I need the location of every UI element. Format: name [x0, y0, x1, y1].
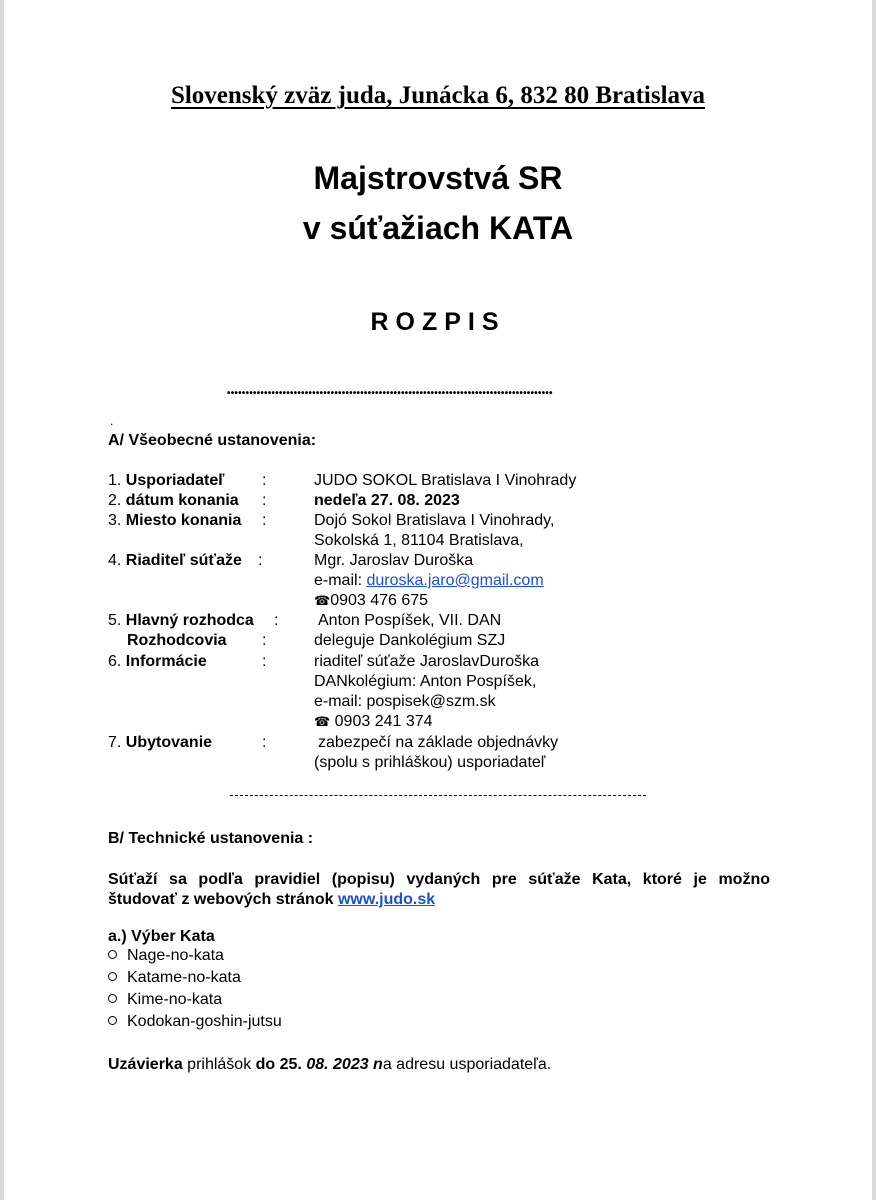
- item-referees: Rozhodcovia :: [127, 632, 267, 649]
- item-director: 4. Riaditeľ súťaže :: [108, 552, 263, 569]
- information-line2: DANkolégium: Anton Pospíšek,: [314, 673, 537, 690]
- head-referee-value: Anton Pospíšek, VII. DAN: [318, 612, 502, 629]
- referees-value: deleguje Dankolégium SZJ: [314, 632, 506, 649]
- accommodation-line1: zabezpečí na základe objednávky: [318, 734, 559, 751]
- list-item: Katame-no-kata: [108, 969, 241, 987]
- bullet-circle-icon: [108, 972, 117, 981]
- list-item: Nage-no-kata: [108, 947, 224, 965]
- accommodation-line2: (spolu s prihláškou) usporiadateľ: [314, 754, 546, 771]
- dashed-separator: [230, 795, 646, 796]
- item-head-referee: 5. Hlavný rozhodca :: [108, 612, 279, 629]
- director-email: e-mail: duroska.jaro@gmail.com: [314, 572, 544, 589]
- organization-header: Slovenský zväz juda, Junácka 6, 832 80 Bratislava: [170, 82, 706, 109]
- director-name: Mgr. Jaroslav Duroška: [314, 552, 474, 569]
- venue-value-line2: Sokolská 1, 81104 Bratislava,: [314, 532, 524, 549]
- rules-paragraph: Súťaží sa podľa pravidiel (popisu) vydaných pre súťaže Kata, ktoré je možno študovať z webových stránok www.judo.sk: [108, 871, 770, 908]
- bullet-circle-icon: [108, 950, 117, 959]
- date-value: nedeľa 27. 08. 2023: [314, 492, 460, 509]
- section-a-heading: A/ Všeobecné ustanovenia:: [108, 432, 317, 449]
- information-phone: ☎ 0903 241 374: [314, 713, 433, 730]
- list-item: Kodokan-goshin-jutsu: [108, 1013, 282, 1031]
- document-subtitle: ROZPIS: [370, 308, 506, 336]
- phone-icon: ☎: [314, 714, 331, 729]
- information-email: e-mail: pospisek@szm.sk: [314, 693, 496, 710]
- kata-selection-heading: a.) Výber Kata: [108, 928, 215, 945]
- item-venue: 3. Miesto konania :: [108, 512, 267, 529]
- stray-mark: .: [110, 414, 114, 428]
- information-line1: riaditeľ súťaže JaroslavDuroška: [314, 653, 539, 670]
- list-item: Kime-no-kata: [108, 991, 222, 1009]
- phone-icon: ☎: [314, 593, 331, 608]
- director-email-link[interactable]: duroska.jaro@gmail.com: [366, 572, 544, 589]
- bullet-circle-icon: [108, 994, 117, 1003]
- item-organizer: 1. Usporiadateľ :: [108, 472, 267, 489]
- registration-deadline: Uzávierka prihlášok do 25. 08. 2023 na adresu usporiadateľa.: [108, 1056, 552, 1073]
- bullet-circle-icon: [108, 1016, 117, 1025]
- judo-website-link[interactable]: www.judo.sk: [337, 891, 436, 908]
- document-title-line2: v súťažiach KATA: [302, 210, 574, 246]
- organizer-value: JUDO SOKOL Bratislava I Vinohrady: [314, 472, 577, 489]
- section-b-heading: B/ Technické ustanovenia :: [108, 830, 314, 847]
- item-date: 2. dátum konania :: [108, 492, 267, 509]
- director-phone: ☎0903 476 675: [314, 592, 429, 609]
- dotted-separator: ••••••••••••••••••••••••••••••••••••••••••••••••••••••••••••••••••••••••••••••••••••••••: [227, 388, 553, 399]
- item-information: 6. Informácie :: [108, 653, 267, 670]
- item-accommodation: 7. Ubytovanie :: [108, 734, 267, 751]
- document-title-line1: Majstrovstvá SR: [313, 160, 563, 196]
- venue-value-line1: Dojó Sokol Bratislava I Vinohrady,: [314, 512, 555, 529]
